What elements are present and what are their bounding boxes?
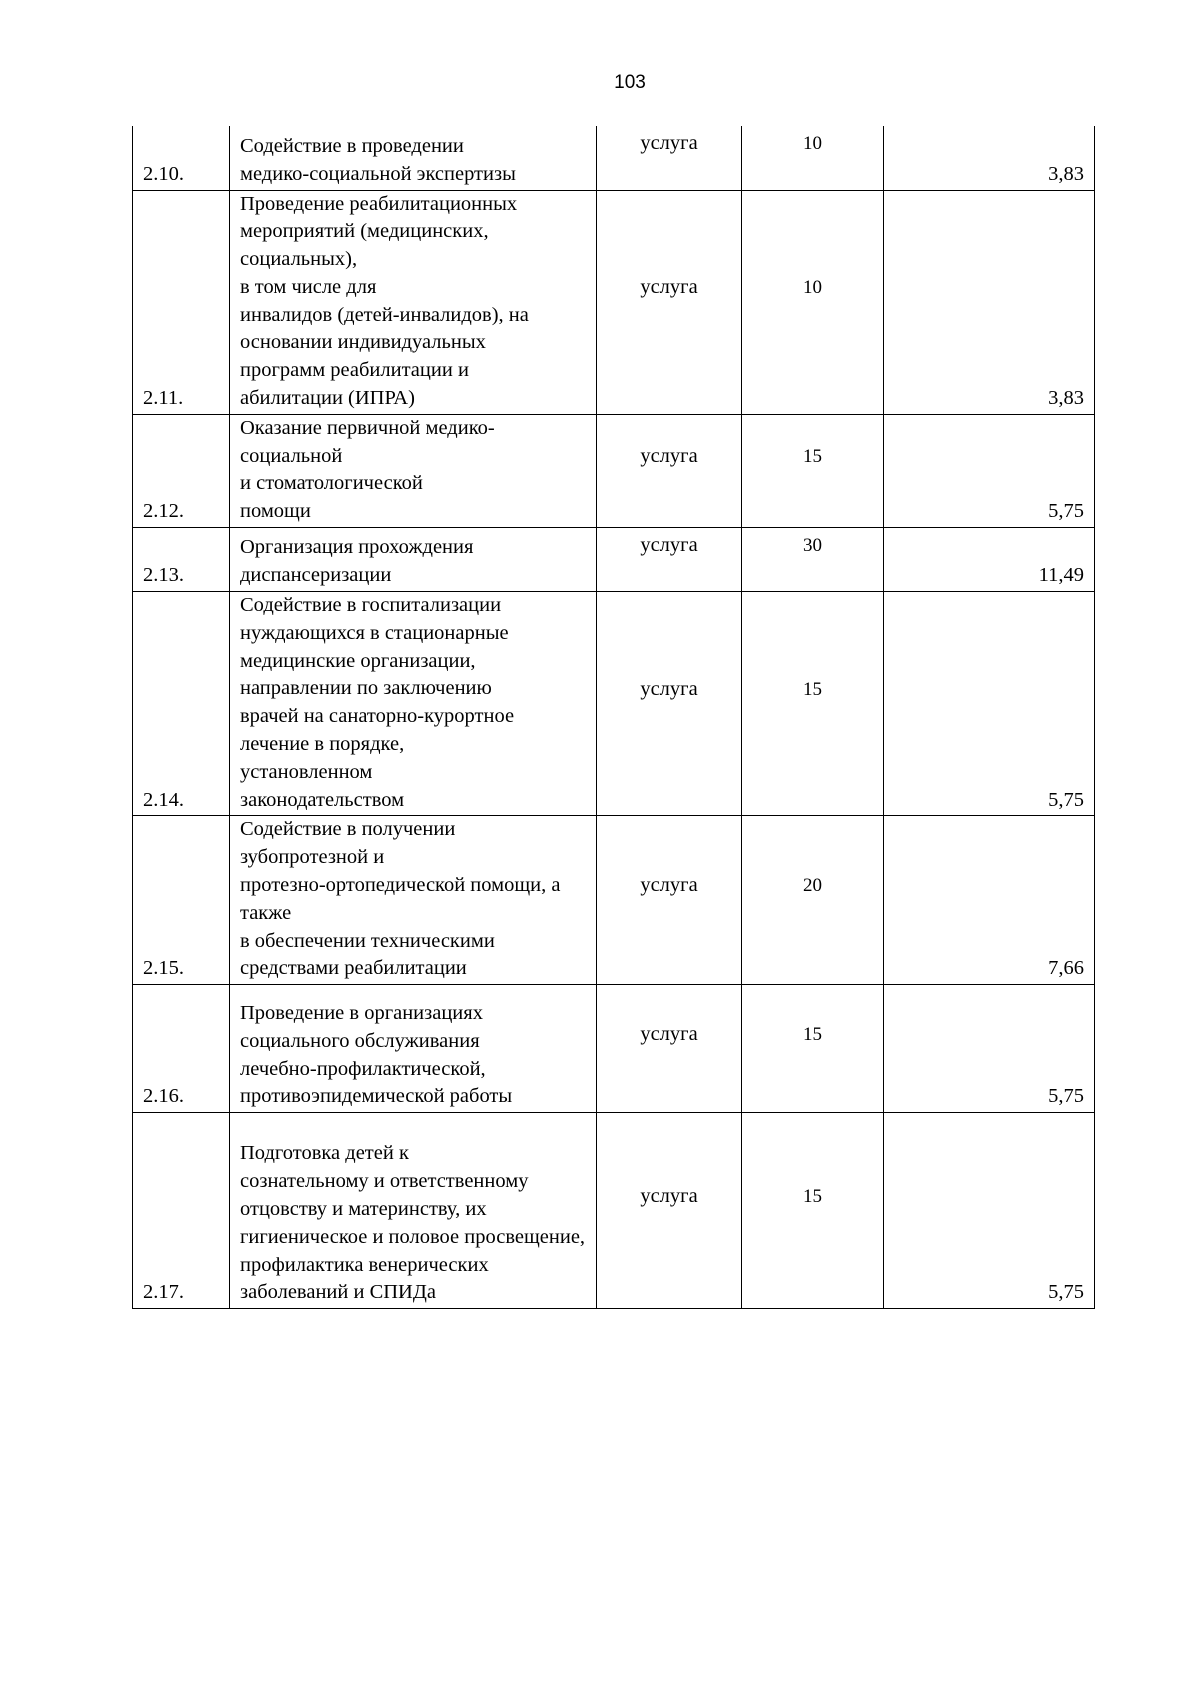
unit-of-measure-text: услуга bbox=[640, 533, 698, 556]
row-number: 2.12. bbox=[133, 414, 230, 527]
service-name: Организация прохождения диспансеризации bbox=[230, 528, 597, 592]
services-table bbox=[132, 126, 1095, 1309]
row-number: 2.17. bbox=[133, 1113, 230, 1309]
table-row bbox=[133, 592, 1095, 816]
service-name: Содействие в получении зубопротезной и протезно-ортопедической помощи, а также в обеспечении техническими средствами реабилитации bbox=[230, 816, 597, 985]
duration-minutes bbox=[742, 126, 884, 190]
page-number: 103 bbox=[614, 72, 646, 93]
duration-minutes-text: 10 bbox=[803, 132, 822, 154]
table-row bbox=[133, 190, 1095, 414]
unit-of-measure bbox=[597, 592, 742, 816]
tariff-value: 7,66 bbox=[884, 816, 1095, 985]
row-number: 2.13. bbox=[133, 528, 230, 592]
row-number: 2.11. bbox=[133, 190, 230, 414]
service-name: Содействие в госпитализации нуждающихся в стационарные медицинские организации, направлении по заключению врачей на санаторно-курортное лечение в порядке, установленном законодательством bbox=[230, 592, 597, 816]
duration-minutes bbox=[742, 985, 884, 1113]
row-number: 2.15. bbox=[133, 816, 230, 985]
duration-minutes bbox=[742, 816, 884, 985]
service-name: Содействие в проведении медико-социальной экспертизы bbox=[230, 126, 597, 190]
duration-minutes-text: 15 bbox=[803, 446, 822, 468]
tariff-value: 5,75 bbox=[884, 414, 1095, 527]
service-name: Подготовка детей к сознательному и ответственному отцовству и материнству, их гигиеническое и половое просвещение, профилактика венерических заболеваний и СПИДа bbox=[230, 1113, 597, 1309]
tariff-value: 3,83 bbox=[884, 126, 1095, 190]
table-row bbox=[133, 528, 1095, 592]
row-number: 2.10. bbox=[133, 126, 230, 190]
unit-of-measure bbox=[597, 528, 742, 592]
table-row bbox=[133, 126, 1095, 190]
tariff-value: 5,75 bbox=[884, 1113, 1095, 1309]
unit-of-measure bbox=[597, 816, 742, 985]
row-number: 2.14. bbox=[133, 592, 230, 816]
tariff-value: 3,83 bbox=[884, 190, 1095, 414]
duration-minutes bbox=[742, 1113, 884, 1309]
unit-of-measure bbox=[597, 985, 742, 1113]
unit-of-measure-text: услуга bbox=[640, 276, 698, 299]
tariff-value: 5,75 bbox=[884, 985, 1095, 1113]
table-row bbox=[133, 816, 1095, 985]
duration-minutes bbox=[742, 528, 884, 592]
unit-of-measure-text: услуга bbox=[640, 1022, 698, 1045]
duration-minutes-text: 15 bbox=[803, 1185, 822, 1207]
unit-of-measure-text: услуга bbox=[640, 445, 698, 468]
unit-of-measure-text: услуга bbox=[640, 1184, 698, 1207]
duration-minutes-text: 20 bbox=[803, 875, 822, 897]
duration-minutes bbox=[742, 592, 884, 816]
duration-minutes-text: 30 bbox=[803, 534, 822, 556]
table-row bbox=[133, 985, 1095, 1113]
unit-of-measure-text: услуга bbox=[640, 874, 698, 897]
tariff-value: 11,49 bbox=[884, 528, 1095, 592]
duration-minutes bbox=[742, 190, 884, 414]
duration-minutes-text: 10 bbox=[803, 277, 822, 299]
table-row bbox=[133, 414, 1095, 527]
row-number: 2.16. bbox=[133, 985, 230, 1113]
tariff-value: 5,75 bbox=[884, 592, 1095, 816]
duration-minutes-text: 15 bbox=[803, 678, 822, 700]
unit-of-measure bbox=[597, 190, 742, 414]
unit-of-measure bbox=[597, 126, 742, 190]
duration-minutes bbox=[742, 414, 884, 527]
unit-of-measure-text: услуга bbox=[640, 677, 698, 700]
service-name: Оказание первичной медико-социальной и стоматологической помощи bbox=[230, 414, 597, 527]
unit-of-measure bbox=[597, 1113, 742, 1309]
service-name: Проведение реабилитационных мероприятий (медицинских, социальных), в том числе для инвалидов (детей-инвалидов), на основании индивидуальных программ реабилитации и абилитации (ИПРА) bbox=[230, 190, 597, 414]
unit-of-measure-text: услуга bbox=[640, 131, 698, 154]
service-name: Проведение в организациях социального обслуживания лечебно-профилактической, противоэпидемической работы bbox=[230, 985, 597, 1113]
duration-minutes-text: 15 bbox=[803, 1023, 822, 1045]
table-row bbox=[133, 1113, 1095, 1309]
unit-of-measure bbox=[597, 414, 742, 527]
